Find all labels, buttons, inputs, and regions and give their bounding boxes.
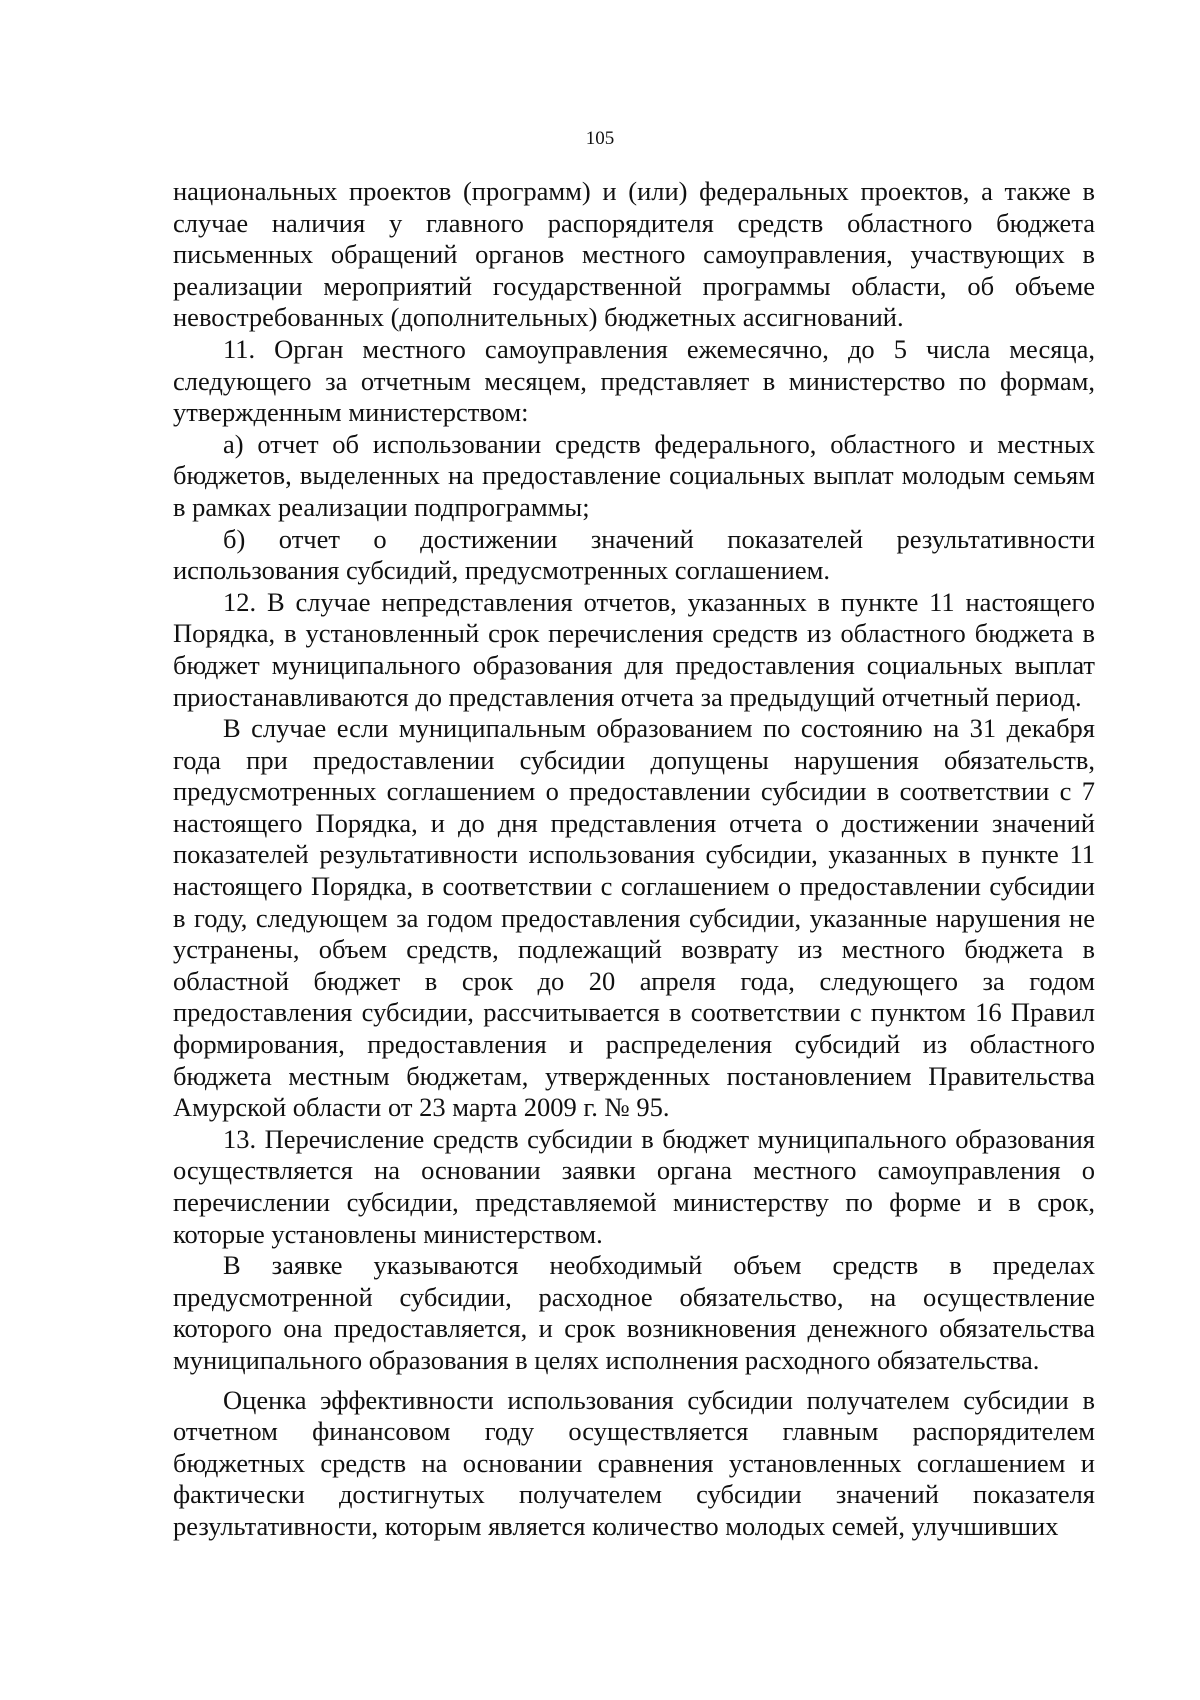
paragraph-item-13: 13. Перечисление средств субсидии в бюджет муниципального образования осуществляется на основании заявки органа местного самоуправления о перечислении субсидии, представляемой министерству по форме и в срок, которые установлены министерством.: [173, 1123, 1095, 1249]
paragraph-item-11: 11. Орган местного самоуправления ежемесячно, до 5 числа месяца, следующего за отчетным месяцем, представляет в министерство по формам, утвержденным министерством:: [173, 333, 1095, 428]
page-number: 105: [585, 128, 615, 149]
document-body: [173, 176, 1095, 1543]
paragraph-subitem-b: б) отчет о достижении значений показателей результативности использования субсидий, предусмотренных соглашением.: [173, 523, 1095, 586]
paragraph-application: В заявке указываются необходимый объем средств в пределах предусмотренной субсидии, расходное обязательство, на осуществление которого она предоставляется, и срок возникновения денежного обязательства муниципального образования в целях исполнения расходного обязательства.: [173, 1250, 1095, 1375]
paragraph-subitem-a: а) отчет об использовании средств федерального, областного и местных бюджетов, выделенных на предоставление социальных выплат молодым семьям в рамках реализации подпрограммы;: [173, 428, 1095, 522]
paragraph-item-12: 12. В случае непредставления отчетов, указанных в пункте 11 настоящего Порядка, в установленный срок перечисления средств из областного бюджета в бюджет муниципального образования для предоставления социальных выплат приостанавливаются до представления отчета за предыдущий отчетный период.: [173, 586, 1095, 712]
paragraph-violations: В случае если муниципальным образованием по состоянию на 31 декабря года при предоставлении субсидии допущены нарушения обязательств, предусмотренных соглашением о предоставлении субсидии в соответствии с 7 настоящего Порядка, и до дня представления отчета о достижении значений показателей результативности использования субсидии, указанных в пункте 11 настоящего Порядка, в соответствии с соглашением о предоставлении субсидии в году, следующем за годом предоставления субсидии, указанные нарушения не устранены, объем средств, подлежащий возврату из местного бюджета в областной бюджет в срок до 20 апреля года, следующего за годом предоставления субсидии, рассчитывается в соответствии с пунктом 16 Правил формирования, предоставления и распределения субсидий из областного бюджета местным бюджетам, утвержденных постановлением Правительства Амурской области от 23 марта 2009 г. № 95.: [173, 713, 1095, 1123]
paragraph-efficiency: Оценка эффективности использования субсидии получателем субсидии в отчетном финансовом году осуществляется главным распорядителем бюджетных средств на основании сравнения установленных соглашением и фактически достигнутых получателем субсидии значений показателя результативности, которым является количество молодых семей, улучшивших: [173, 1384, 1095, 1541]
paragraph-continuation: национальных проектов (программ) и (или) федеральных проектов, а также в случае наличия у главного распорядителя средств областного бюджета письменных обращений органов местного самоуправления, участвующих в реализации мероприятий государственной программы области, об объеме невостребованных (дополнительных) бюджетных ассигнований.: [173, 176, 1095, 333]
